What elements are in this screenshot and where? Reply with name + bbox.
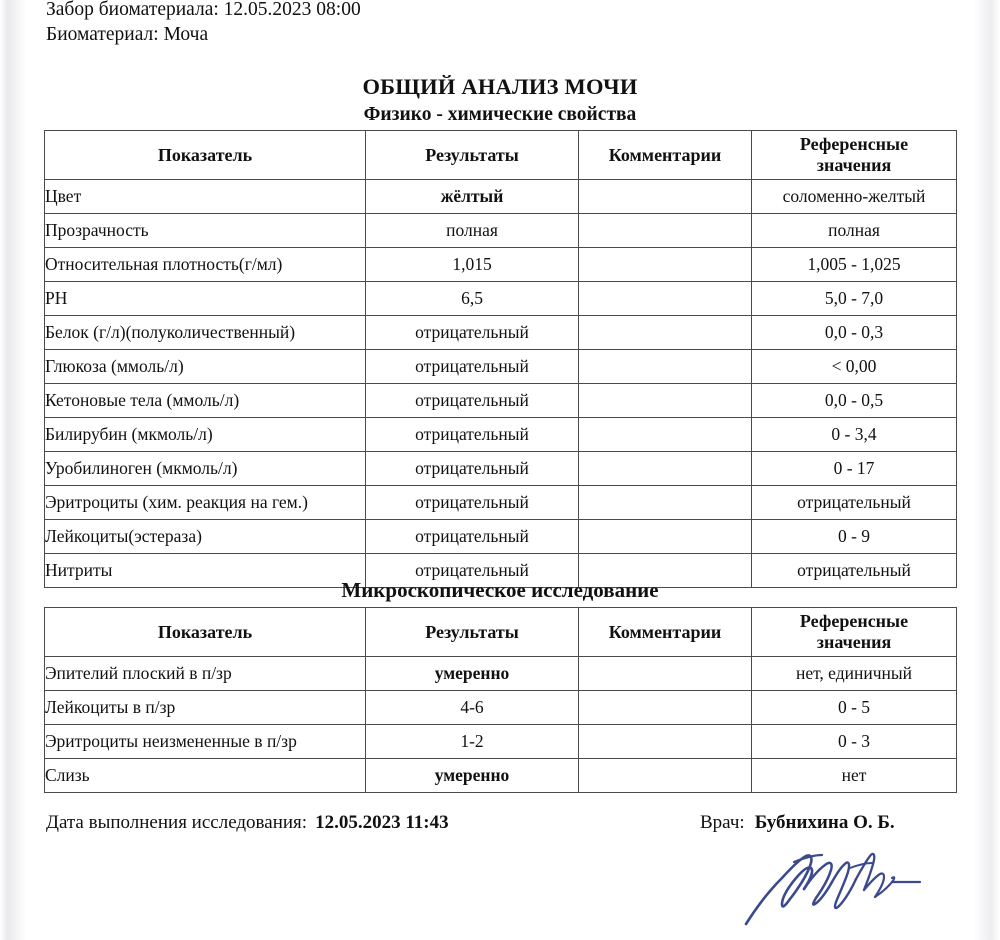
cell-result: отрицательный — [366, 486, 579, 520]
cell-result: умеренно — [366, 759, 579, 793]
cell-result: 4-6 — [366, 691, 579, 725]
physchem-section-title: Физико - химические свойства — [363, 104, 637, 125]
completion-date-value: 12.05.2023 11:43 — [315, 812, 449, 833]
cell-result: отрицательный — [366, 520, 579, 554]
cell-result: 6,5 — [366, 282, 579, 316]
cell-comment — [579, 759, 752, 793]
cell-reference: 0 - 9 — [752, 520, 957, 554]
cell-result: отрицательный — [366, 452, 579, 486]
table-row — [45, 725, 957, 759]
reference-header-line2: значения — [816, 155, 892, 175]
table-row — [45, 486, 957, 520]
table-row — [45, 316, 957, 350]
collection-datetime: Забор биоматериала: 12.05.2023 08:00 — [46, 0, 361, 20]
cell-comment — [579, 657, 752, 691]
reference-header-line1: Референсные — [799, 134, 909, 154]
cell-result: умеренно — [366, 657, 579, 691]
cell-parameter: Глюкоза (ммоль/л) — [45, 350, 366, 384]
column-header-parameter: Показатель — [45, 131, 366, 180]
reference-header-line2: значения — [816, 632, 892, 652]
cell-parameter: Лейкоциты в п/зр — [45, 691, 366, 725]
column-header-comment: Комментарии — [579, 131, 752, 180]
microscopy-table — [44, 607, 957, 793]
cell-comment — [579, 180, 752, 214]
cell-reference: 0 - 3 — [752, 725, 957, 759]
table-row — [45, 657, 957, 691]
doctor-label: Врач: — [700, 812, 745, 833]
cell-result: жёлтый — [366, 180, 579, 214]
table-row — [45, 520, 957, 554]
completion-date-label: Дата выполнения исследования: — [46, 812, 308, 833]
cell-reference: нет — [752, 759, 957, 793]
cell-parameter: Нитриты — [45, 554, 366, 588]
cell-result: отрицательный — [366, 554, 579, 588]
column-header-result: Результаты — [366, 608, 579, 657]
table-row — [45, 282, 957, 316]
cell-result: 1,015 — [366, 248, 579, 282]
microscopy-section-title: Микроскопическое исследование — [341, 578, 659, 602]
cell-result: отрицательный — [366, 350, 579, 384]
cell-comment — [579, 520, 752, 554]
cell-comment — [579, 248, 752, 282]
cell-comment — [579, 316, 752, 350]
cell-comment — [579, 350, 752, 384]
cell-comment — [579, 384, 752, 418]
cell-parameter: Белок (г/л)(полуколичественный) — [45, 316, 366, 350]
cell-reference: < 0,00 — [752, 350, 957, 384]
cell-parameter: РН — [45, 282, 366, 316]
cell-reference: 0,0 - 0,3 — [752, 316, 957, 350]
doctor-name: Бубнихина О. Б. — [754, 812, 895, 833]
reference-header-line1: Референсные — [799, 611, 909, 631]
cell-comment — [579, 214, 752, 248]
cell-result: отрицательный — [366, 418, 579, 452]
table-row — [45, 384, 957, 418]
cell-parameter: Относительная плотность(г/мл) — [45, 248, 366, 282]
column-header-reference — [752, 131, 957, 180]
page-title: ОБЩИЙ АНАЛИЗ МОЧИ — [362, 74, 638, 99]
biomaterial-line: Биоматериал: Моча — [46, 24, 209, 45]
cell-result: отрицательный — [366, 384, 579, 418]
cell-result: отрицательный — [366, 316, 579, 350]
cell-result: 1-2 — [366, 725, 579, 759]
cell-parameter: Кетоновые тела (ммоль/л) — [45, 384, 366, 418]
cell-reference: отрицательный — [752, 486, 957, 520]
cell-reference: полная — [752, 214, 957, 248]
table-row — [45, 691, 957, 725]
completion-date — [46, 812, 449, 834]
cell-comment — [579, 282, 752, 316]
cell-reference: отрицательный — [752, 554, 957, 588]
table-row — [45, 350, 957, 384]
column-header-result: Результаты — [366, 131, 579, 180]
cell-parameter: Эритроциты неизмененные в п/зр — [45, 725, 366, 759]
cell-comment — [579, 452, 752, 486]
table-header-row — [45, 608, 957, 657]
table-row — [45, 248, 957, 282]
doctor-line — [700, 812, 895, 834]
cell-reference: нет, единичный — [752, 657, 957, 691]
cell-parameter: Лейкоциты(эстераза) — [45, 520, 366, 554]
cell-reference: соломенно-желтый — [752, 180, 957, 214]
cell-reference: 0,0 - 0,5 — [752, 384, 957, 418]
cell-parameter: Слизь — [45, 759, 366, 793]
doctor-signature — [742, 846, 962, 938]
cell-parameter: Билирубин (мкмоль/л) — [45, 418, 366, 452]
microscopy-table-body — [45, 657, 957, 793]
cell-reference: 5,0 - 7,0 — [752, 282, 957, 316]
table-row — [45, 180, 957, 214]
cell-parameter: Эритроциты (хим. реакция на гем.) — [45, 486, 366, 520]
cell-comment — [579, 691, 752, 725]
table-row — [45, 452, 957, 486]
cell-reference: 1,005 - 1,025 — [752, 248, 957, 282]
cell-comment — [579, 725, 752, 759]
column-header-parameter: Показатель — [45, 608, 366, 657]
table-row — [45, 759, 957, 793]
cell-parameter: Цвет — [45, 180, 366, 214]
cell-reference: 0 - 17 — [752, 452, 957, 486]
column-header-reference — [752, 608, 957, 657]
column-header-comment: Комментарии — [579, 608, 752, 657]
table-row — [45, 214, 957, 248]
cell-reference: 0 - 3,4 — [752, 418, 957, 452]
table-header-row — [45, 131, 957, 180]
physchem-table — [44, 130, 957, 588]
physchem-table-body — [45, 180, 957, 588]
cell-parameter: Прозрачность — [45, 214, 366, 248]
cell-comment — [579, 486, 752, 520]
cell-parameter: Эпителий плоский в п/зр — [45, 657, 366, 691]
cell-comment — [579, 418, 752, 452]
table-row — [45, 418, 957, 452]
cell-parameter: Уробилиноген (мкмоль/л) — [45, 452, 366, 486]
cell-reference: 0 - 5 — [752, 691, 957, 725]
cell-result: полная — [366, 214, 579, 248]
